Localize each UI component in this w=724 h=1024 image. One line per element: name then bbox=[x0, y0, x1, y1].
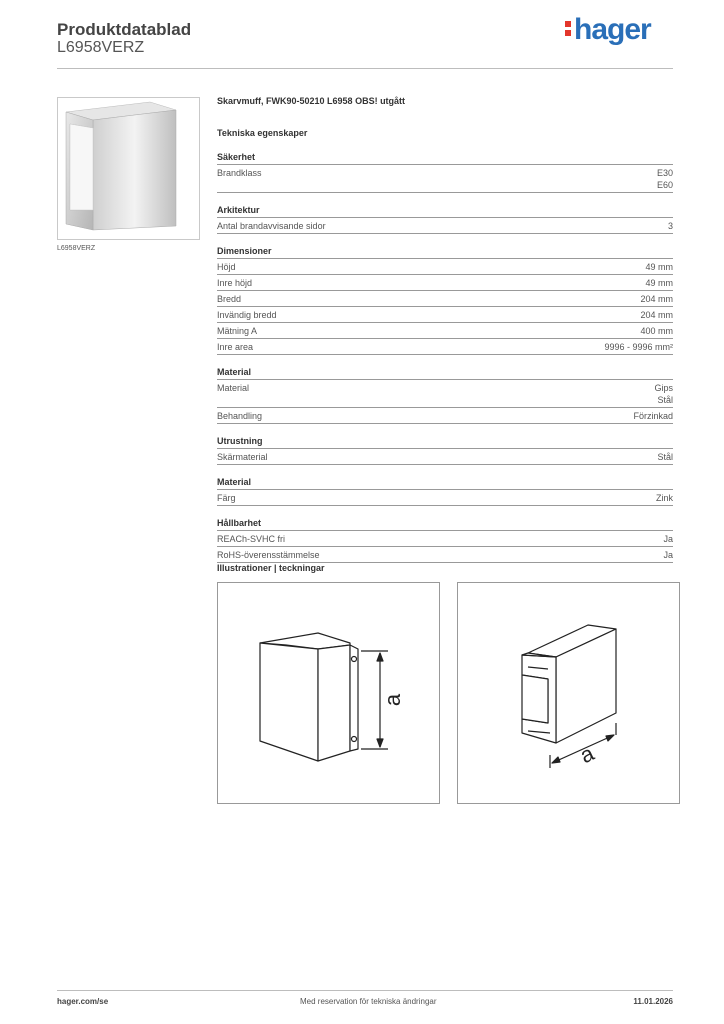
logo-dots-icon bbox=[565, 18, 571, 39]
spec-group bbox=[217, 477, 673, 506]
spec-row bbox=[217, 165, 673, 193]
spec-value bbox=[656, 492, 673, 504]
spec-row bbox=[217, 408, 673, 424]
spec-value bbox=[663, 549, 673, 561]
spec-label: Skärmaterial bbox=[217, 452, 268, 462]
spec-value-line: 204 mm bbox=[640, 310, 673, 320]
spec-value-line: 9996 - 9996 mm² bbox=[604, 342, 673, 352]
spec-row bbox=[217, 259, 673, 275]
spec-group-title: Material bbox=[217, 367, 673, 380]
spec-row bbox=[217, 380, 673, 408]
spec-value-line: Stål bbox=[657, 452, 673, 462]
spec-value-line: Ja bbox=[663, 550, 673, 560]
footer-divider bbox=[57, 990, 673, 991]
spec-row bbox=[217, 323, 673, 339]
footer-disclaimer: Med reservation för tekniska ändringar bbox=[300, 997, 437, 1006]
spec-label: Behandling bbox=[217, 411, 263, 421]
product-description: Skarvmuff, FWK90-50210 L6958 OBS! utgått bbox=[217, 96, 406, 106]
dimension-label-a: a bbox=[575, 740, 598, 769]
product-photo-icon bbox=[58, 98, 199, 239]
spec-groups bbox=[217, 152, 673, 563]
illustration-front bbox=[217, 582, 440, 804]
spec-row bbox=[217, 218, 673, 234]
spec-value-line: Stål bbox=[657, 395, 673, 405]
product-image-caption: L6958VERZ bbox=[57, 245, 96, 252]
spec-label: REACh-SVHC fri bbox=[217, 534, 286, 544]
spec-value-line: 400 mm bbox=[640, 326, 673, 336]
spec-row bbox=[217, 547, 673, 563]
spec-group bbox=[217, 152, 673, 193]
product-image bbox=[57, 97, 200, 240]
spec-label: Antal brandavvisande sidor bbox=[217, 221, 326, 231]
spec-value bbox=[645, 277, 673, 289]
coupling-iso-drawing-icon bbox=[458, 583, 679, 803]
spec-group-title: Dimensioner bbox=[217, 246, 673, 259]
spec-column bbox=[217, 96, 673, 575]
coupling-front-drawing-icon bbox=[218, 583, 439, 803]
spec-value-line: E30 bbox=[656, 168, 673, 178]
spec-value bbox=[640, 325, 673, 337]
spec-value-line: 49 mm bbox=[645, 278, 673, 288]
spec-value bbox=[663, 533, 673, 545]
spec-value bbox=[654, 382, 673, 406]
spec-row bbox=[217, 275, 673, 291]
spec-group-title: Utrustning bbox=[217, 436, 673, 449]
product-code: L6958VERZ bbox=[57, 39, 145, 56]
spec-value-line: E60 bbox=[656, 180, 673, 190]
spec-value bbox=[633, 410, 673, 422]
dimension-label-a: a bbox=[380, 693, 405, 707]
spec-row bbox=[217, 490, 673, 506]
footer-date: 11.01.2026 bbox=[633, 997, 673, 1006]
spec-group bbox=[217, 246, 673, 355]
spec-group bbox=[217, 436, 673, 465]
spec-group bbox=[217, 205, 673, 234]
illustrations-heading: Illustrationer | teckningar bbox=[217, 563, 325, 573]
spec-row bbox=[217, 291, 673, 307]
spec-value bbox=[645, 261, 673, 273]
spec-value bbox=[604, 341, 673, 353]
spec-label: Inre area bbox=[217, 342, 254, 352]
spec-value-line: 204 mm bbox=[640, 294, 673, 304]
spec-label: Höjd bbox=[217, 262, 236, 272]
spec-group bbox=[217, 518, 673, 563]
header-divider bbox=[57, 68, 673, 69]
spec-value bbox=[640, 309, 673, 321]
logo-text: hager bbox=[574, 13, 651, 46]
spec-value bbox=[668, 220, 673, 232]
spec-group-title: Säkerhet bbox=[217, 152, 673, 165]
spec-value-line: 49 mm bbox=[645, 262, 673, 272]
spec-group-title: Material bbox=[217, 477, 673, 490]
hager-logo bbox=[565, 13, 651, 47]
spec-label: Brandklass bbox=[217, 168, 262, 178]
page-title: Produktdatablad bbox=[57, 20, 192, 39]
spec-group bbox=[217, 367, 673, 424]
spec-row bbox=[217, 307, 673, 323]
spec-group-title: Arkitektur bbox=[217, 205, 673, 218]
spec-label: Färg bbox=[217, 493, 236, 503]
tech-properties-heading: Tekniska egenskaper bbox=[217, 128, 308, 138]
spec-value bbox=[657, 167, 673, 191]
spec-label: RoHS-överensstämmelse bbox=[217, 550, 320, 560]
spec-value-line: 3 bbox=[667, 221, 673, 231]
spec-group-title: Hållbarhet bbox=[217, 518, 673, 531]
spec-label: Material bbox=[217, 383, 250, 393]
spec-row bbox=[217, 339, 673, 355]
spec-label: Inre höjd bbox=[217, 278, 253, 288]
spec-value-line: Förzinkad bbox=[633, 411, 673, 421]
spec-label: Bredd bbox=[217, 294, 242, 304]
spec-row bbox=[217, 531, 673, 547]
spec-label: Mätning A bbox=[217, 326, 258, 336]
illustration-iso bbox=[457, 582, 680, 804]
spec-row bbox=[217, 449, 673, 465]
spec-value-line: Zink bbox=[655, 493, 673, 503]
spec-value bbox=[640, 293, 673, 305]
footer-website: hager.com/se bbox=[57, 997, 109, 1006]
spec-value-line: Ja bbox=[663, 534, 673, 544]
spec-label: Invändig bredd bbox=[217, 310, 277, 320]
spec-value bbox=[657, 451, 673, 463]
spec-value-line: Gips bbox=[654, 383, 673, 393]
